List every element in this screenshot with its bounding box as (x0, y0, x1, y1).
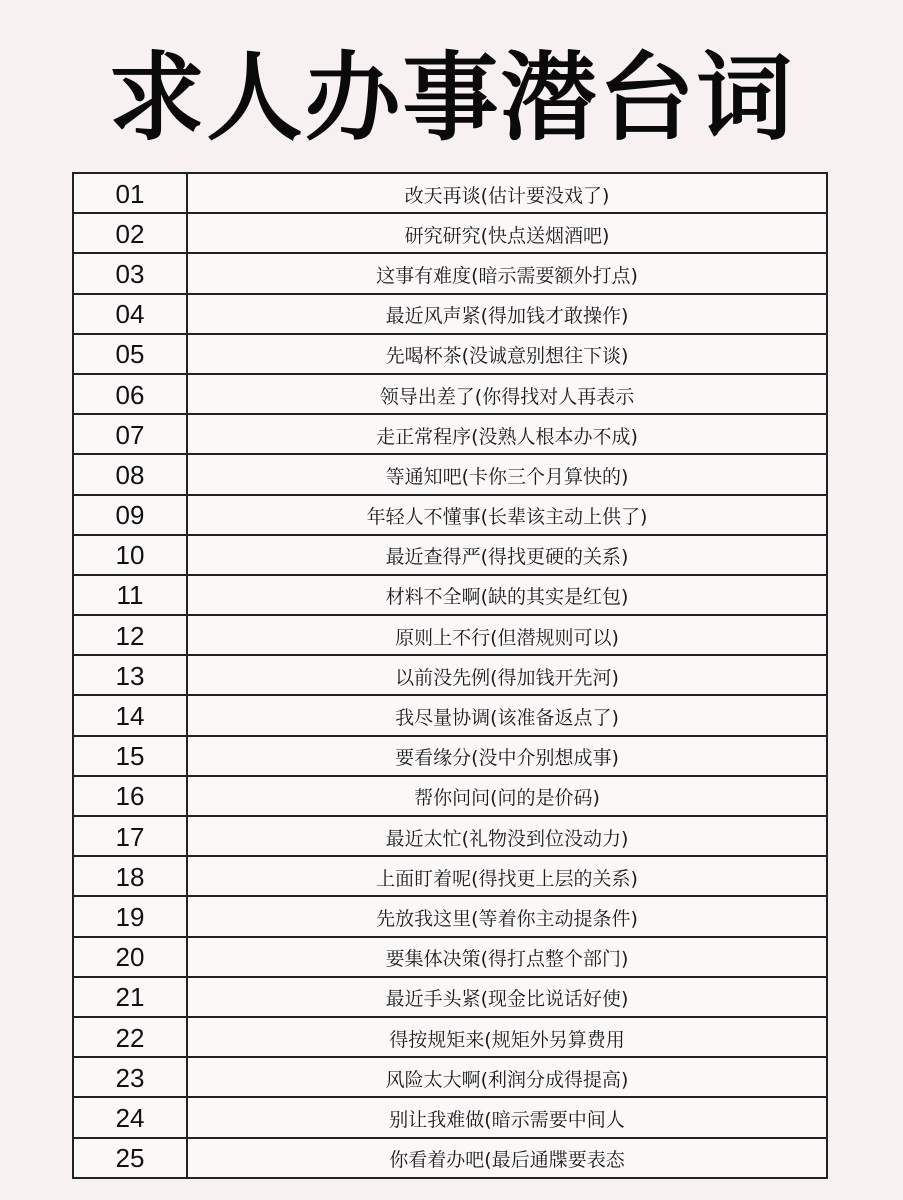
page-title: 求人办事潜台词 (108, 42, 795, 154)
table-row (74, 897, 826, 937)
row-text: 改天再谈(估计要没戏了) (404, 184, 610, 207)
row-text: 别让我难做(暗示需要中间人 (389, 1108, 625, 1131)
table-row (74, 817, 826, 857)
row-number: 17 (74, 817, 188, 855)
row-text: 最近手头紧(现金比说话好使) (385, 988, 629, 1011)
table-row (74, 295, 826, 335)
row-text: 最近风声紧(得加钱才敢操作) (385, 305, 629, 328)
row-number: 18 (74, 857, 188, 895)
row-text: 领导出差了(你得找对人再表示 (379, 385, 635, 408)
table-row (74, 938, 826, 978)
row-number: 14 (74, 696, 188, 734)
table-row (74, 1139, 826, 1179)
row-number: 06 (74, 375, 188, 413)
row-number: 21 (74, 978, 188, 1016)
row-text: 要看缘分(没中介别想成事) (395, 747, 619, 770)
table-row (74, 777, 826, 817)
table-row (74, 978, 826, 1018)
row-number: 20 (74, 938, 188, 976)
row-number: 10 (74, 536, 188, 574)
row-number: 09 (74, 496, 188, 534)
row-text: 我尽量协调(该准备返点了) (395, 707, 619, 730)
table-row (74, 576, 826, 616)
row-number: 19 (74, 897, 188, 935)
row-text: 材料不全啊(缺的其实是红包) (385, 586, 629, 609)
row-number: 08 (74, 455, 188, 493)
row-number: 25 (74, 1139, 188, 1177)
table-row (74, 496, 826, 536)
table-row (74, 214, 826, 254)
row-number: 05 (74, 335, 188, 373)
row-text: 要集体决策(得打点整个部门) (385, 948, 629, 971)
row-number: 04 (74, 295, 188, 333)
row-number: 03 (74, 254, 188, 292)
row-text: 原则上不行(但潜规则可以) (395, 626, 619, 649)
table-row (74, 1018, 826, 1058)
row-text: 得按规矩来(规矩外另算费用 (389, 1028, 625, 1051)
row-text: 以前没先例(得加钱开先河) (395, 666, 619, 689)
row-text: 上面盯着呢(得找更上层的关系) (376, 867, 638, 890)
row-text: 这事有难度(暗示需要额外打点) (376, 264, 638, 287)
subtext-table (72, 172, 828, 1179)
row-number: 02 (74, 214, 188, 252)
table-row (74, 415, 826, 455)
row-text: 你看着办吧(最后通牒要表态 (389, 1149, 625, 1172)
table-row (74, 616, 826, 656)
row-text: 走正常程序(没熟人根本办不成) (376, 425, 638, 448)
row-number: 22 (74, 1018, 188, 1056)
row-text: 先喝杯茶(没诚意别想往下谈) (385, 345, 629, 368)
table-row (74, 536, 826, 576)
table-row (74, 1058, 826, 1098)
row-number: 23 (74, 1058, 188, 1096)
row-number: 24 (74, 1098, 188, 1136)
row-number: 15 (74, 737, 188, 775)
table-row (74, 737, 826, 777)
row-number: 11 (74, 576, 188, 614)
row-text: 年轻人不懂事(长辈该主动上供了) (366, 506, 648, 529)
row-number: 07 (74, 415, 188, 453)
table-row (74, 696, 826, 736)
table-row (74, 857, 826, 897)
row-text: 风险太大啊(利润分成得提高) (385, 1068, 629, 1091)
row-text: 最近太忙(礼物没到位没动力) (385, 827, 629, 850)
table-row (74, 174, 826, 214)
table-row (74, 335, 826, 375)
row-text: 研究研究(快点送烟酒吧) (404, 224, 610, 247)
row-text: 先放我这里(等着你主动提条件) (376, 907, 638, 930)
row-text: 最近查得严(得找更硬的关系) (385, 546, 629, 569)
row-number: 13 (74, 656, 188, 694)
row-number: 01 (74, 174, 188, 212)
row-number: 16 (74, 777, 188, 815)
row-text: 等通知吧(卡你三个月算快的) (385, 465, 629, 488)
row-number: 12 (74, 616, 188, 654)
table-row (74, 254, 826, 294)
table-row (74, 375, 826, 415)
table-row (74, 656, 826, 696)
row-text: 帮你问问(问的是价码) (414, 787, 600, 810)
table-row (74, 1098, 826, 1138)
table-row (74, 455, 826, 495)
